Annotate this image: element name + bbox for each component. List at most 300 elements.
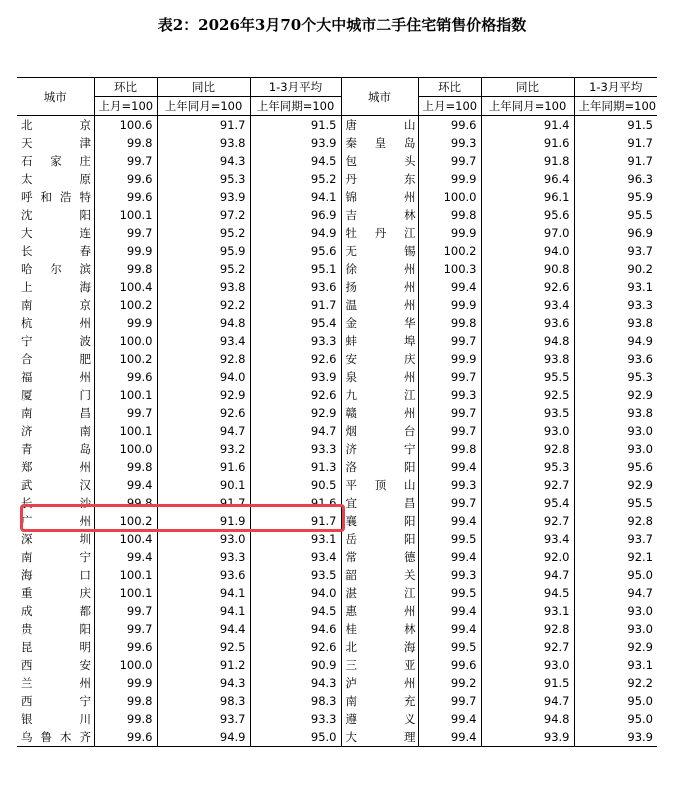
city-name — [341, 602, 418, 620]
city-label: 牡 丹 江 — [345, 226, 416, 240]
mom-value: 100.2 — [418, 242, 481, 260]
avg-value: 93.7 — [574, 242, 657, 260]
mom-value: 100.1 — [94, 206, 157, 224]
city-label: 广 州 — [21, 514, 91, 528]
city-name — [17, 368, 94, 386]
yoy-value: 94.8 — [481, 332, 574, 350]
avg-value: 93.3 — [250, 332, 341, 350]
city-label: 常 德 — [345, 550, 416, 564]
yoy-value: 94.9 — [157, 728, 250, 747]
city-name — [17, 674, 94, 692]
mom-value: 100.0 — [94, 332, 157, 350]
city-label: 济 南 — [21, 424, 91, 438]
yoy-value: 95.9 — [157, 242, 250, 260]
city-name — [341, 728, 418, 747]
yoy-value: 93.8 — [157, 134, 250, 152]
avg-value: 93.9 — [250, 134, 341, 152]
avg-value: 95.1 — [250, 260, 341, 278]
avg-value: 94.5 — [250, 602, 341, 620]
mom-value: 99.9 — [94, 242, 157, 260]
city-label: 昆 明 — [21, 640, 91, 654]
city-label: 桂 林 — [345, 622, 416, 636]
city-name — [341, 422, 418, 440]
city-name — [17, 314, 94, 332]
city-label: 惠 州 — [345, 604, 416, 618]
avg-value: 91.6 — [250, 494, 341, 512]
avg-value: 95.6 — [574, 458, 657, 476]
city-label: 沈 阳 — [21, 208, 91, 222]
header-mom-base: 上月=100 — [418, 97, 481, 116]
yoy-value: 93.4 — [481, 296, 574, 314]
yoy-value: 94.4 — [157, 620, 250, 638]
city-name — [17, 476, 94, 494]
yoy-value: 93.8 — [157, 278, 250, 296]
header-avg: 1-3月平均 — [574, 78, 657, 97]
yoy-value: 90.1 — [157, 476, 250, 494]
avg-value: 90.5 — [250, 476, 341, 494]
avg-value: 93.1 — [574, 278, 657, 296]
table-row — [17, 188, 657, 206]
city-label: 宁 波 — [21, 334, 91, 348]
mom-value: 99.7 — [94, 224, 157, 242]
avg-value: 91.7 — [574, 152, 657, 170]
mom-value: 99.7 — [94, 602, 157, 620]
city-label: 西 安 — [21, 658, 91, 672]
avg-value: 91.7 — [250, 512, 341, 530]
yoy-value: 94.7 — [157, 422, 250, 440]
yoy-value: 95.2 — [157, 224, 250, 242]
avg-value: 93.3 — [250, 710, 341, 728]
table-row — [17, 152, 657, 170]
table-body — [17, 116, 657, 747]
city-label: 石 家 庄 — [21, 154, 91, 168]
table-row — [17, 476, 657, 494]
city-name — [17, 170, 94, 188]
avg-value: 93.3 — [574, 296, 657, 314]
table-row — [17, 278, 657, 296]
yoy-value: 95.6 — [481, 206, 574, 224]
mom-value: 99.3 — [418, 134, 481, 152]
yoy-value: 95.4 — [481, 494, 574, 512]
city-label: 湛 江 — [345, 586, 416, 600]
city-name — [17, 206, 94, 224]
city-label: 大 连 — [21, 226, 91, 240]
table-row — [17, 386, 657, 404]
avg-value: 95.5 — [574, 206, 657, 224]
header-mom: 环比 — [94, 78, 157, 97]
city-name — [17, 422, 94, 440]
city-label: 北 海 — [345, 640, 416, 654]
mom-value: 100.0 — [418, 188, 481, 206]
yoy-value: 96.1 — [481, 188, 574, 206]
table-row — [17, 728, 657, 747]
mom-value: 99.2 — [418, 674, 481, 692]
mom-value: 100.4 — [94, 278, 157, 296]
city-label: 长 春 — [21, 244, 91, 258]
city-name — [17, 224, 94, 242]
yoy-value: 93.0 — [481, 656, 574, 674]
city-name — [341, 260, 418, 278]
yoy-value: 92.6 — [157, 404, 250, 422]
avg-value: 93.0 — [574, 620, 657, 638]
avg-value: 96.9 — [574, 224, 657, 242]
avg-value: 94.9 — [250, 224, 341, 242]
city-label: 深 圳 — [21, 532, 91, 546]
mom-value: 99.8 — [94, 458, 157, 476]
mom-value: 99.3 — [418, 566, 481, 584]
avg-value: 92.9 — [574, 476, 657, 494]
avg-value: 93.9 — [574, 728, 657, 747]
header-yoy: 同比 — [157, 78, 250, 97]
city-name — [341, 206, 418, 224]
avg-value: 94.5 — [250, 152, 341, 170]
mom-value: 100.1 — [94, 386, 157, 404]
yoy-value: 92.8 — [481, 440, 574, 458]
city-label: 烟 台 — [345, 424, 416, 438]
table-row — [17, 602, 657, 620]
city-name — [341, 170, 418, 188]
table-row — [17, 242, 657, 260]
city-label: 洛 阳 — [345, 460, 416, 474]
yoy-value: 93.4 — [481, 530, 574, 548]
city-name — [17, 530, 94, 548]
header-city: 城市 — [17, 78, 94, 116]
avg-value: 91.5 — [250, 116, 341, 135]
avg-value: 93.9 — [250, 368, 341, 386]
table-row — [17, 224, 657, 242]
city-label: 太 原 — [21, 172, 91, 186]
city-name — [341, 674, 418, 692]
avg-value: 98.3 — [250, 692, 341, 710]
yoy-value: 93.9 — [157, 188, 250, 206]
avg-value: 91.7 — [250, 296, 341, 314]
city-label: 唐 山 — [345, 118, 416, 132]
table-row — [17, 458, 657, 476]
mom-value: 99.4 — [418, 710, 481, 728]
mom-value: 99.9 — [94, 674, 157, 692]
avg-value: 96.3 — [574, 170, 657, 188]
city-label: 平 顶 山 — [345, 478, 416, 492]
city-name — [341, 152, 418, 170]
mom-value: 100.2 — [94, 296, 157, 314]
mom-value: 99.7 — [418, 494, 481, 512]
mom-value: 99.7 — [418, 152, 481, 170]
mom-value: 100.0 — [94, 440, 157, 458]
table-row — [17, 422, 657, 440]
mom-value: 100.1 — [94, 584, 157, 602]
city-name — [17, 584, 94, 602]
mom-value: 99.4 — [94, 476, 157, 494]
city-label: 无 锡 — [345, 244, 416, 258]
table-row — [17, 566, 657, 584]
city-name — [341, 566, 418, 584]
city-name — [341, 314, 418, 332]
city-name — [341, 332, 418, 350]
table-row — [17, 584, 657, 602]
city-label: 锦 州 — [345, 190, 416, 204]
mom-value: 99.7 — [94, 404, 157, 422]
yoy-value: 92.0 — [481, 548, 574, 566]
yoy-value: 94.5 — [481, 584, 574, 602]
city-label: 南 昌 — [21, 406, 91, 420]
city-name — [341, 440, 418, 458]
city-name — [341, 134, 418, 152]
yoy-value: 92.7 — [481, 512, 574, 530]
avg-value: 94.9 — [574, 332, 657, 350]
mom-value: 99.9 — [418, 224, 481, 242]
city-name — [17, 404, 94, 422]
yoy-value: 93.3 — [157, 548, 250, 566]
table-row — [17, 116, 657, 135]
mom-value: 99.6 — [94, 188, 157, 206]
table-row — [17, 260, 657, 278]
city-name — [341, 620, 418, 638]
mom-value: 100.1 — [94, 422, 157, 440]
mom-value: 99.9 — [418, 350, 481, 368]
city-label: 兰 州 — [21, 676, 91, 690]
city-name — [17, 260, 94, 278]
avg-value: 93.3 — [250, 440, 341, 458]
city-label: 武 汉 — [21, 478, 91, 492]
yoy-value: 94.8 — [157, 314, 250, 332]
mom-value: 100.0 — [94, 656, 157, 674]
table-row — [17, 656, 657, 674]
city-name — [341, 296, 418, 314]
city-label: 泉 州 — [345, 370, 416, 384]
city-label: 吉 林 — [345, 208, 416, 222]
city-label: 南 宁 — [21, 550, 91, 564]
city-label: 合 肥 — [21, 352, 91, 366]
yoy-value: 92.7 — [481, 476, 574, 494]
city-label: 杭 州 — [21, 316, 91, 330]
city-label: 九 江 — [345, 388, 416, 402]
mom-value: 99.4 — [94, 548, 157, 566]
mom-value: 99.7 — [418, 422, 481, 440]
city-name — [341, 584, 418, 602]
city-label: 南 京 — [21, 298, 91, 312]
avg-value: 94.3 — [250, 674, 341, 692]
yoy-value: 92.8 — [481, 620, 574, 638]
city-label: 哈 尔 滨 — [21, 262, 91, 276]
mom-value: 99.6 — [94, 170, 157, 188]
table-row — [17, 206, 657, 224]
city-label: 安 庆 — [345, 352, 416, 366]
city-label: 赣 州 — [345, 406, 416, 420]
city-name — [17, 548, 94, 566]
avg-value: 91.3 — [250, 458, 341, 476]
price-index-table — [17, 77, 657, 747]
city-label: 蚌 埠 — [345, 334, 416, 348]
city-label: 成 都 — [21, 604, 91, 618]
city-label: 福 州 — [21, 370, 91, 384]
avg-value: 92.9 — [574, 386, 657, 404]
avg-value: 93.0 — [574, 440, 657, 458]
mom-value: 100.2 — [94, 350, 157, 368]
avg-value: 92.9 — [574, 638, 657, 656]
city-label: 扬 州 — [345, 280, 416, 294]
yoy-value: 93.6 — [481, 314, 574, 332]
city-label: 贵 阳 — [21, 622, 91, 636]
city-name — [341, 548, 418, 566]
mom-value: 99.4 — [418, 548, 481, 566]
city-name — [17, 188, 94, 206]
avg-value: 95.0 — [574, 710, 657, 728]
city-name — [341, 350, 418, 368]
header-avg-base: 上年同期=100 — [250, 97, 341, 116]
yoy-value: 91.9 — [157, 512, 250, 530]
mom-value: 99.4 — [418, 512, 481, 530]
yoy-value: 91.8 — [481, 152, 574, 170]
highlight-box — [20, 504, 345, 532]
avg-value: 91.5 — [574, 116, 657, 135]
yoy-value: 91.2 — [157, 656, 250, 674]
city-name — [341, 530, 418, 548]
avg-value: 93.6 — [574, 350, 657, 368]
city-name — [17, 710, 94, 728]
city-label: 重 庆 — [21, 586, 91, 600]
city-label: 徐 州 — [345, 262, 416, 276]
city-label: 遵 义 — [345, 712, 416, 726]
avg-value: 92.2 — [574, 674, 657, 692]
avg-value: 93.8 — [574, 314, 657, 332]
avg-value: 94.0 — [250, 584, 341, 602]
avg-value: 92.6 — [250, 350, 341, 368]
yoy-value: 94.1 — [157, 584, 250, 602]
yoy-value: 92.5 — [481, 386, 574, 404]
city-label: 上 海 — [21, 280, 91, 294]
avg-value: 92.6 — [250, 638, 341, 656]
yoy-value: 91.7 — [157, 116, 250, 135]
city-name — [341, 242, 418, 260]
avg-value: 95.2 — [250, 170, 341, 188]
table-row — [17, 332, 657, 350]
city-name — [341, 512, 418, 530]
yoy-value: 92.9 — [157, 386, 250, 404]
city-label: 济 宁 — [345, 442, 416, 456]
city-label: 大 理 — [345, 730, 416, 744]
header-avg: 1-3月平均 — [250, 78, 341, 97]
city-name — [341, 386, 418, 404]
header-city: 城市 — [341, 78, 418, 116]
table-row — [17, 674, 657, 692]
avg-value: 90.2 — [574, 260, 657, 278]
yoy-value: 93.0 — [157, 530, 250, 548]
city-name — [17, 692, 94, 710]
yoy-value: 94.0 — [481, 242, 574, 260]
mom-value: 99.4 — [418, 602, 481, 620]
city-name — [17, 134, 94, 152]
city-name — [341, 278, 418, 296]
yoy-value: 95.2 — [157, 260, 250, 278]
avg-value: 95.3 — [574, 368, 657, 386]
city-name — [17, 440, 94, 458]
city-name — [341, 494, 418, 512]
city-label: 长 沙 — [21, 496, 91, 510]
avg-value: 93.0 — [574, 602, 657, 620]
mom-value: 100.1 — [94, 566, 157, 584]
city-label: 呼 和 浩 特 — [21, 190, 91, 204]
yoy-value: 94.7 — [481, 566, 574, 584]
mom-value: 99.9 — [94, 314, 157, 332]
yoy-value: 93.6 — [157, 566, 250, 584]
avg-value: 95.0 — [250, 728, 341, 747]
yoy-value: 91.4 — [481, 116, 574, 135]
header-mom-base: 上月=100 — [94, 97, 157, 116]
yoy-value: 91.6 — [157, 458, 250, 476]
city-name — [17, 350, 94, 368]
yoy-value: 93.9 — [481, 728, 574, 747]
table-row — [17, 638, 657, 656]
city-name — [341, 224, 418, 242]
city-name — [341, 692, 418, 710]
mom-value: 99.8 — [94, 692, 157, 710]
city-label: 厦 门 — [21, 388, 91, 402]
mom-value: 99.8 — [94, 134, 157, 152]
city-name — [17, 296, 94, 314]
mom-value: 99.7 — [94, 620, 157, 638]
mom-value: 99.4 — [418, 278, 481, 296]
yoy-value: 97.0 — [481, 224, 574, 242]
table-row — [17, 530, 657, 548]
city-label: 郑 州 — [21, 460, 91, 474]
avg-value: 95.4 — [250, 314, 341, 332]
mom-value: 99.9 — [418, 296, 481, 314]
mom-value: 99.5 — [418, 530, 481, 548]
mom-value: 99.6 — [418, 116, 481, 135]
city-name — [341, 188, 418, 206]
avg-value: 93.4 — [250, 548, 341, 566]
mom-value: 99.7 — [418, 332, 481, 350]
city-label: 西 宁 — [21, 694, 91, 708]
city-name — [341, 458, 418, 476]
avg-value: 96.9 — [250, 206, 341, 224]
yoy-value: 93.7 — [157, 710, 250, 728]
avg-value: 95.0 — [574, 692, 657, 710]
table-row — [17, 296, 657, 314]
mom-value: 99.7 — [94, 152, 157, 170]
avg-value: 93.1 — [574, 656, 657, 674]
yoy-value: 90.8 — [481, 260, 574, 278]
city-name — [17, 728, 94, 747]
yoy-value: 93.0 — [481, 422, 574, 440]
mom-value: 99.8 — [94, 494, 157, 512]
avg-value: 94.7 — [574, 584, 657, 602]
mom-value: 99.8 — [94, 260, 157, 278]
city-label: 温 州 — [345, 298, 416, 312]
city-label: 韶 关 — [345, 568, 416, 582]
mom-value: 100.2 — [94, 512, 157, 530]
yoy-value: 94.3 — [157, 152, 250, 170]
yoy-value: 92.8 — [157, 350, 250, 368]
city-label: 南 充 — [345, 694, 416, 708]
city-name — [341, 404, 418, 422]
city-name — [17, 242, 94, 260]
city-name — [17, 656, 94, 674]
mom-value: 99.3 — [418, 386, 481, 404]
yoy-value: 94.1 — [157, 602, 250, 620]
mom-value: 100.3 — [418, 260, 481, 278]
mom-value: 99.7 — [418, 368, 481, 386]
yoy-value: 95.5 — [481, 368, 574, 386]
city-name — [17, 638, 94, 656]
table-header — [17, 78, 657, 116]
header-yoy-base: 上年同月=100 — [157, 97, 250, 116]
city-name — [341, 476, 418, 494]
city-name — [17, 152, 94, 170]
mom-value: 99.3 — [418, 476, 481, 494]
table-row — [17, 710, 657, 728]
city-name — [17, 566, 94, 584]
